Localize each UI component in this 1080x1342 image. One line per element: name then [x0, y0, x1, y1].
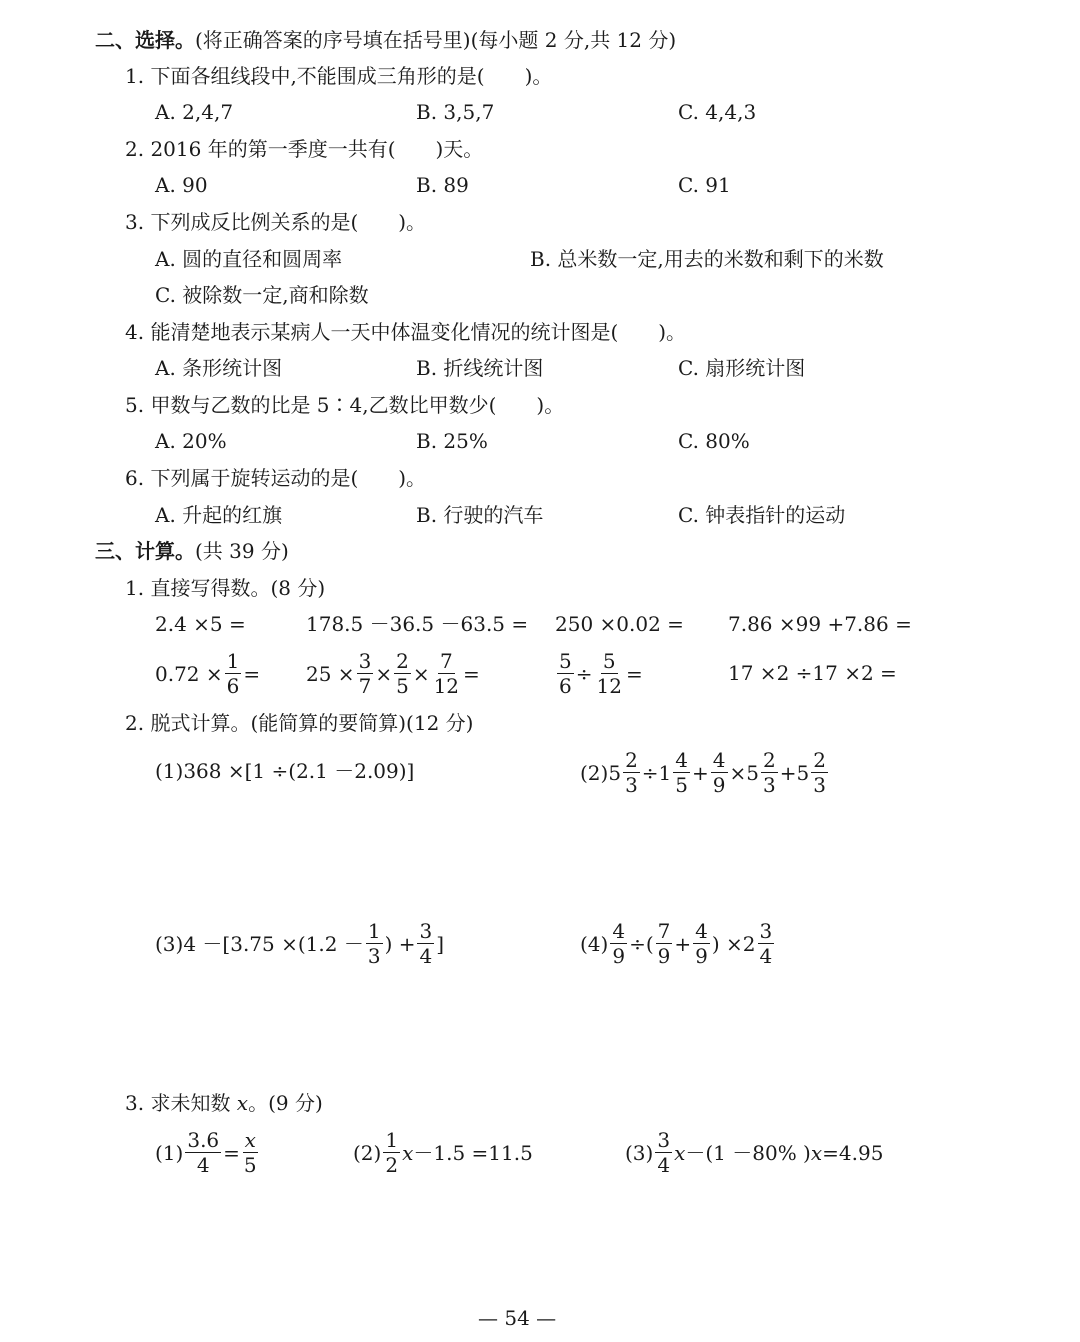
question-4-option-a: A. 条形统计图: [155, 356, 283, 380]
stepwise-calc-3-lead: (3)4 －[3.75 ×(1.2 －: [155, 931, 364, 956]
fraction: [383, 1130, 400, 1175]
operator: +5: [779, 760, 810, 785]
numerator: 2: [625, 748, 638, 772]
denominator: 12: [596, 674, 622, 698]
numerator: 4: [612, 919, 626, 943]
fraction: [394, 651, 411, 696]
question-1-stem: 1. 下面各组线段中,不能围成三角形的是( )。: [125, 64, 553, 88]
variable-x: x: [810, 1140, 823, 1165]
numerator: 5: [602, 649, 616, 673]
question-1-option-b: B. 3,5,7: [416, 100, 495, 124]
numerator: 2: [813, 748, 826, 772]
numerator: 3: [358, 649, 372, 673]
oral-calc-2: 178.5 －36.5 －63.5 =: [306, 612, 529, 636]
denominator: 12: [433, 674, 460, 698]
denominator: 4: [657, 1153, 671, 1177]
section-2-title: [95, 30, 676, 50]
oral-calc-3: 250 ×0.02 =: [555, 612, 684, 636]
oral-calc-4: 7.86 ×99 +7.86 =: [728, 612, 912, 636]
denominator: 5: [396, 674, 409, 698]
denominator: 3: [813, 773, 826, 797]
equation-1: [155, 1130, 261, 1175]
denominator: 5: [243, 1153, 257, 1177]
question-1-option-c: C. 4,4,3: [678, 100, 757, 124]
fraction: [761, 750, 778, 795]
question-2-stem: 2. 2016 年的第一季度一共有( )天。: [125, 137, 484, 161]
question-4-stem: 4. 能清楚地表示某病人一天中体温变化情况的统计图是( )。: [125, 320, 687, 344]
fraction: [758, 921, 775, 966]
numerator: 3: [419, 919, 433, 943]
question-6-stem: 6. 下列属于旋转运动的是( )。: [125, 466, 427, 490]
times-sign: ×: [375, 661, 393, 686]
section-2-note: (将正确答案的序号填在括号里)(每小题 2 分,共 12 分): [195, 28, 677, 52]
numerator: 2: [396, 649, 409, 673]
denominator: 4: [759, 944, 773, 968]
question-2-option-a: A. 90: [155, 173, 208, 197]
stepwise-calc-3: [155, 921, 444, 966]
denominator: 7: [358, 674, 372, 698]
question-3-stem: 3. 下列成反比例关系的是( )。: [125, 210, 427, 234]
numerator: 2: [763, 748, 776, 772]
operator: ) ×2: [711, 931, 756, 956]
question-5-stem: 5. 甲数与乙数的比是 5∶4,乙数比甲数少( )。: [125, 393, 565, 417]
fraction: [655, 1130, 672, 1175]
denominator: 4: [419, 944, 433, 968]
denominator: 9: [657, 944, 671, 968]
numerator: 7: [657, 919, 671, 943]
numerator: x: [244, 1128, 256, 1152]
equals-sign: =: [243, 661, 261, 686]
calc-part-3-heading: [125, 1093, 323, 1113]
numerator: 3: [657, 1128, 671, 1152]
equation-3-lead: (3): [625, 1140, 654, 1165]
question-1-option-a: A. 2,4,7: [155, 100, 234, 124]
section-2-title-text: 二、选择。: [95, 28, 195, 52]
equation-2-lead: (2): [353, 1140, 382, 1165]
fraction: [673, 750, 690, 795]
oral-calc-6: [306, 651, 480, 696]
oral-calc-1: 2.4 ×5 =: [155, 612, 246, 636]
fraction: [242, 1130, 259, 1175]
question-4-option-b: B. 折线统计图: [416, 356, 544, 380]
denominator: 2: [385, 1153, 399, 1177]
fraction: [185, 1130, 221, 1175]
calc-part-3-heading-b: 。(9 分): [248, 1091, 323, 1115]
denominator: 6: [559, 674, 572, 698]
operator: ×5: [729, 760, 759, 785]
calc-part-2-heading: 2. 脱式计算。(能简算的要简算)(12 分): [125, 711, 474, 735]
equation-2-rest: －1.5 =11.5: [413, 1140, 533, 1165]
equals-sign: =: [625, 661, 643, 686]
variable-x: x: [674, 1140, 686, 1165]
numerator: 7: [439, 649, 453, 673]
denominator: 3: [367, 944, 381, 968]
question-4-option-c: C. 扇形统计图: [678, 356, 806, 380]
section-3-title-text: 三、计算。: [95, 539, 195, 563]
fraction: [811, 750, 828, 795]
numerator: 3: [759, 919, 773, 943]
question-6-option-a: A. 升起的红旗: [155, 503, 283, 527]
fraction: [366, 921, 383, 966]
section-3-note: (共 39 分): [195, 539, 289, 563]
denominator: 9: [612, 944, 626, 968]
oral-calc-7: [555, 651, 643, 696]
fraction: [225, 651, 242, 696]
variable-x: x: [236, 1091, 249, 1115]
question-3-option-c: C. 被除数一定,商和除数: [155, 283, 369, 307]
question-3-option-b: B. 总米数一定,用去的米数和剩下的米数: [530, 247, 884, 271]
fraction: [432, 651, 461, 696]
variable-x: x: [402, 1140, 414, 1165]
denominator: 3: [625, 773, 638, 797]
equation-2: [353, 1130, 533, 1175]
question-6-option-c: C. 钟表指针的运动: [678, 503, 846, 527]
question-3-option-a: A. 圆的直径和圆周率: [155, 247, 343, 271]
closing-bracket: ]: [436, 931, 445, 956]
fraction: [417, 921, 434, 966]
stepwise-calc-4: [580, 921, 776, 966]
fraction: [357, 651, 374, 696]
fraction: [610, 921, 627, 966]
fraction: [656, 921, 673, 966]
denominator: 6: [226, 674, 240, 698]
stepwise-calc-4-lead: (4): [580, 931, 609, 956]
numerator: 1: [367, 919, 381, 943]
equals-sign: =: [223, 1140, 240, 1165]
denominator: 4: [196, 1153, 210, 1177]
question-2-option-b: B. 89: [416, 173, 469, 197]
operator: +: [674, 931, 692, 956]
section-3-title: [95, 541, 289, 561]
divide-sign: ÷: [575, 661, 593, 686]
fraction: [595, 651, 624, 696]
denominator: 3: [763, 773, 776, 797]
numerator: 5: [559, 649, 572, 673]
numerator: 4: [675, 748, 689, 772]
equation-3: [625, 1130, 883, 1175]
question-2-option-c: C. 91: [678, 173, 731, 197]
stepwise-calc-1: (1)368 ×[1 ÷(2.1 －2.09)]: [155, 759, 415, 783]
oral-calc-6-lead: 25 ×: [306, 661, 355, 686]
numerator: 3.6: [187, 1128, 220, 1152]
equals-sign: =: [463, 661, 480, 686]
operator: +: [692, 760, 709, 785]
numerator: 1: [385, 1128, 399, 1152]
fraction: [693, 921, 710, 966]
equation-1-lead: (1): [155, 1140, 184, 1165]
numerator: 4: [695, 919, 708, 943]
calc-part-1-heading: 1. 直接写得数。(8 分): [125, 576, 326, 600]
operator: ) +: [384, 931, 416, 956]
numerator: 4: [712, 748, 726, 772]
times-sign: ×: [412, 661, 430, 686]
equation-3-mid: －(1 －80% ): [685, 1140, 811, 1165]
fraction: [711, 750, 728, 795]
question-5-option-a: A. 20%: [155, 429, 227, 453]
denominator: 9: [712, 773, 726, 797]
equation-3-rest: =4.95: [822, 1140, 884, 1165]
operator: ÷1: [641, 760, 672, 785]
oral-calc-8: 17 ×2 ÷17 ×2 =: [728, 661, 897, 685]
numerator: 1: [226, 649, 240, 673]
stepwise-calc-2-lead: (2)5: [580, 760, 622, 785]
denominator: 5: [675, 773, 689, 797]
question-6-option-b: B. 行驶的汽车: [416, 503, 544, 527]
fraction: [623, 750, 640, 795]
stepwise-calc-2: [580, 750, 830, 795]
question-5-option-c: C. 80%: [678, 429, 750, 453]
fraction: [557, 651, 574, 696]
question-5-option-b: B. 25%: [416, 429, 488, 453]
calc-part-3-heading-a: 3. 求未知数: [125, 1091, 237, 1115]
operator: ÷(: [629, 931, 654, 956]
denominator: 9: [695, 944, 708, 968]
page-number: — 54 —: [478, 1306, 557, 1330]
oral-calc-5-lead: 0.72 ×: [155, 661, 223, 686]
oral-calc-5: [155, 651, 260, 696]
